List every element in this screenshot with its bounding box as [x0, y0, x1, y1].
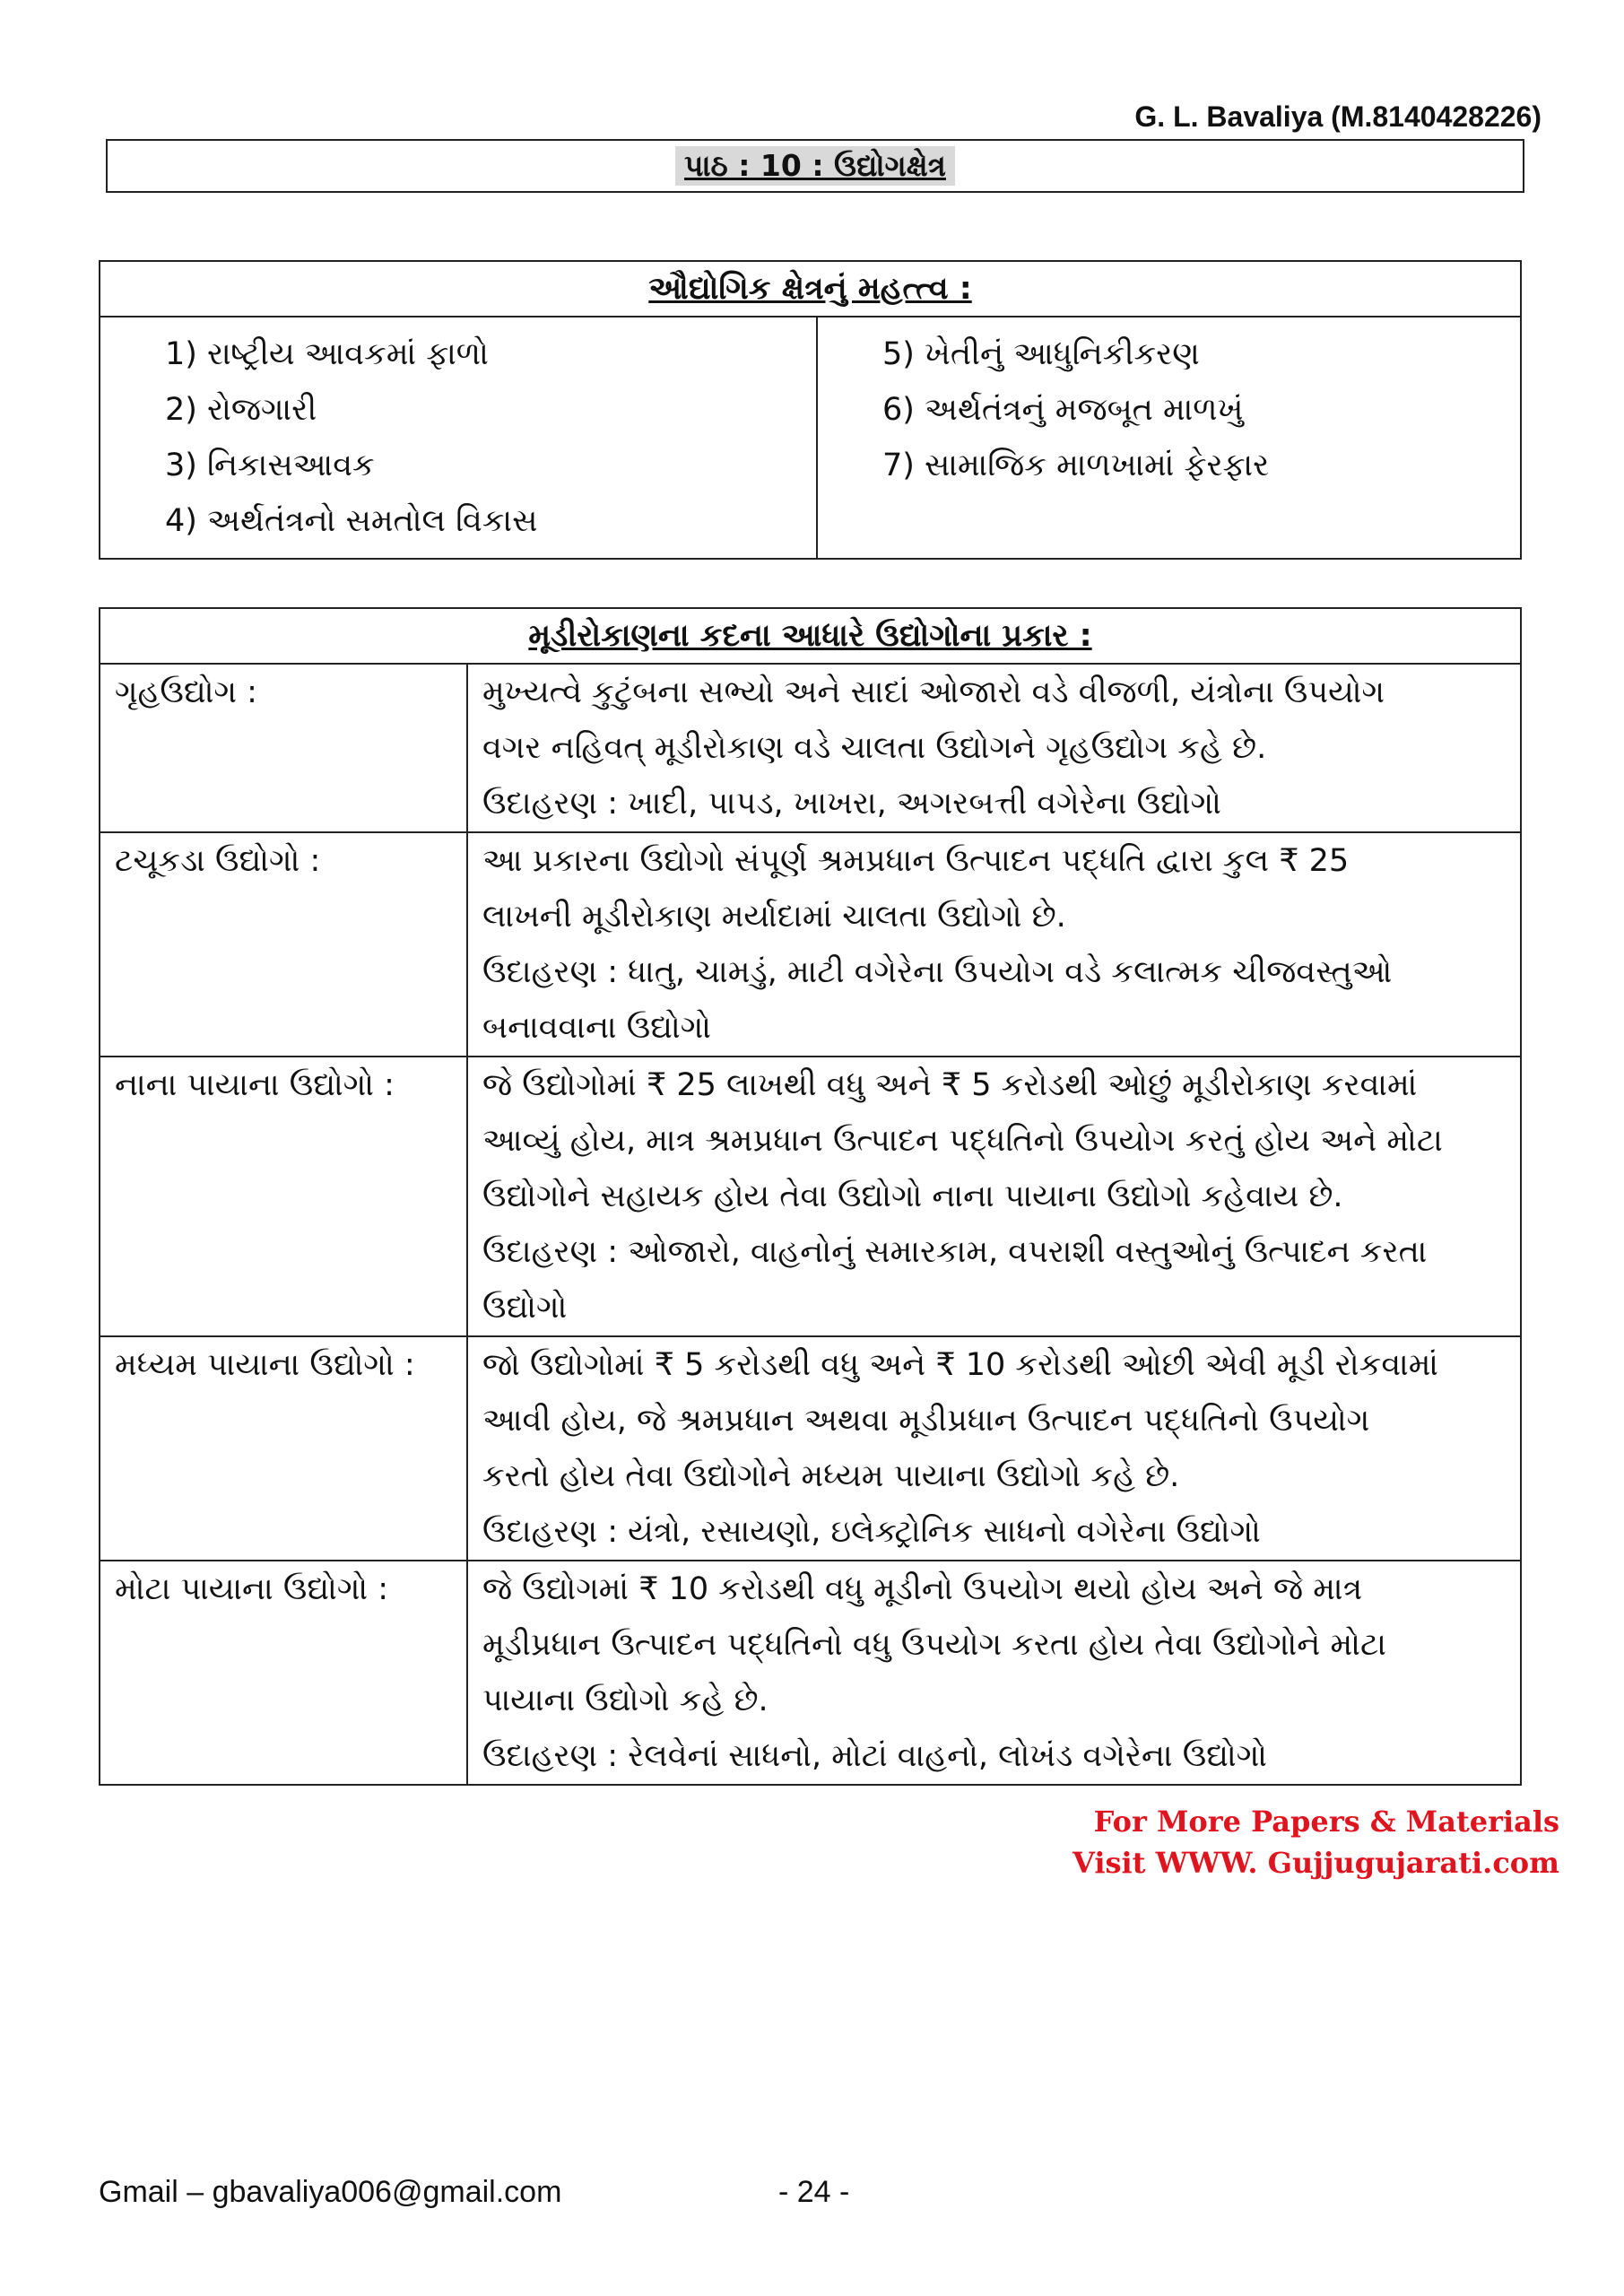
- importance-heading-cell: [100, 261, 1521, 317]
- description-line: જો ઉદ્યોગોમાં ₹ 5 કરોડથી વધુ અને ₹ 10 કરોડથી ઓછી એવી મૂડી રોકવામાં: [482, 1347, 1438, 1383]
- page-number: - 24 -: [778, 2175, 850, 2209]
- description-line: પાયાના ઉદ્યોગો કહે છે.: [482, 1683, 769, 1718]
- table-row: [100, 1336, 1521, 1561]
- description-line: ઉદાહરણ : ધાતુ, ચામડું, માટી વગેરેના ઉપયોગ વડે કલાત્મક ચીજવસ્તુઓ: [482, 954, 1393, 990]
- industry-type-label: મોટા પાયાના ઉદ્યોગો :: [100, 1561, 467, 1785]
- industry-type-label: મધ્યમ પાયાના ઉદ્યોગો :: [100, 1336, 467, 1561]
- industry-type-label: નાના પાયાના ઉદ્યોગો :: [100, 1057, 467, 1336]
- description-line: ઉદ્યોગો: [482, 1290, 568, 1326]
- industry-type-description: [467, 1336, 1521, 1561]
- promo-text: [1073, 1801, 1559, 1883]
- industry-types-heading-cell: [100, 608, 1521, 664]
- promo-line: For More Papers & Materials: [1093, 1805, 1559, 1839]
- promo-link[interactable]: Visit WWW. Gujjugujarati.com: [1073, 1846, 1559, 1880]
- table-row: [100, 1057, 1521, 1336]
- description-line: ઉદ્યોગોને સહાયક હોય તેવા ઉદ્યોગો નાના પાયાના ઉદ્યોગો કહેવાય છે.: [482, 1178, 1343, 1214]
- industry-type-label: ગૃહઉદ્યોગ :: [100, 664, 467, 832]
- importance-item: 4) અર્થતંત્રનો સમતોલ વિકાસ: [165, 503, 538, 539]
- industry-type-description: [467, 664, 1521, 832]
- industry-types-heading: મૂડીરોકાણના કદના આધારે ઉદ્યોગોના પ્રકાર :: [528, 618, 1092, 654]
- description-line: ઉદાહરણ : ખાદી, પાપડ, ખાખરા, અગરબત્તી વગેરેના ઉદ્યોગો: [482, 786, 1221, 822]
- description-line: આવ્યું હોય, માત્ર શ્રમપ્રધાન ઉત્પાદન પદ્ધતિનો ઉપયોગ કરતું હોય અને મોટા: [482, 1123, 1443, 1159]
- importance-table: [99, 260, 1522, 560]
- description-line: કરતો હોય તેવા ઉદ્યોગોને મધ્યમ પાયાના ઉદ્યોગો કહે છે.: [482, 1458, 1180, 1494]
- importance-heading: ઔદ્યોગિક ક્ષેત્રનું મહત્ત્વ :: [648, 271, 972, 307]
- description-line: આ પ્રકારના ઉદ્યોગો સંપૂર્ણ શ્રમપ્રધાન ઉત્પાદન પદ્ધતિ દ્વારા કુલ ₹ 25: [482, 843, 1350, 879]
- importance-item: 5) ખેતીનું આધુનિકીકરણ: [882, 336, 1200, 372]
- table-row: [100, 832, 1521, 1057]
- industry-type-description: [467, 1561, 1521, 1785]
- industry-types-table: [99, 607, 1522, 1786]
- description-line: ઉદાહરણ : ઓજારો, વાહનોનું સમારકામ, વપરાશી વસ્તુઓનું ઉત્પાદન કરતા: [482, 1234, 1428, 1270]
- importance-item: 7) સામાજિક માળખામાં ફેરફાર: [882, 448, 1270, 483]
- description-line: મુખ્યત્વે કુટુંબના સભ્યો અને સાદાં ઓજારો વડે વીજળી, યંત્રોના ઉપયોગ: [482, 674, 1385, 710]
- industry-type-label: ટચૂકડા ઉદ્યોગો :: [100, 832, 467, 1057]
- author-name: G. L. Bavaliya (M.8140428226): [1134, 100, 1541, 133]
- description-line: ઉદાહરણ : રેલવેનાં સાધનો, મોટાં વાહનો, લોખંડ વગેરેના ઉદ્યોગો: [482, 1738, 1268, 1774]
- footer-email: Gmail – gbavaliya006@gmail.com: [99, 2175, 562, 2209]
- importance-right-column: [817, 317, 1521, 559]
- importance-item: 3) નિકાસઆવક: [165, 448, 375, 483]
- chapter-title: પાઠ : 10 : ઉદ્યોગક્ષેત્ર: [675, 146, 955, 186]
- importance-item: 6) અર્થતંત્રનું મજબૂત માળખું: [882, 392, 1244, 428]
- table-row: [100, 1561, 1521, 1785]
- description-line: ઉદાહરણ : યંત્રો, રસાયણો, ઇલેક્ટ્રોનિક સાધનો વગેરેના ઉદ્યોગો: [482, 1514, 1261, 1550]
- description-line: બનાવવાના ઉદ્યોગો: [482, 1010, 712, 1046]
- industry-type-description: [467, 1057, 1521, 1336]
- chapter-title-box: [106, 139, 1524, 193]
- importance-item: 2) રોજગારી: [165, 392, 317, 428]
- importance-item: 1) રાષ્ટ્રીય આવકમાં ફાળો: [165, 336, 489, 372]
- description-line: મૂડીપ્રધાન ઉત્પાદન પદ્ધતિનો વધુ ઉપયોગ કરતા હોય તેવા ઉદ્યોગોને મોટા: [482, 1627, 1386, 1663]
- description-line: વગર નહિવત્ મૂડીરોકાણ વડે ચાલતા ઉદ્યોગને ગૃહઉદ્યોગ કહે છે.: [482, 730, 1267, 766]
- description-line: જે ઉદ્યોગોમાં ₹ 25 લાખથી વધુ અને ₹ 5 કરોડથી ઓછું મૂડીરોકાણ કરવામાં: [482, 1067, 1418, 1103]
- description-line: જે ઉદ્યોગમાં ₹ 10 કરોડથી વધુ મૂડીનો ઉપયોગ થયો હોય અને જે માત્ર: [482, 1571, 1363, 1607]
- industry-type-description: [467, 832, 1521, 1057]
- description-line: લાખની મૂડીરોકાણ મર્યાદામાં ચાલતા ઉદ્યોગો છે.: [482, 899, 1066, 935]
- description-line: આવી હોય, જે શ્રમપ્રધાન અથવા મૂડીપ્રધાન ઉત્પાદન પદ્ધતિનો ઉપયોગ: [482, 1403, 1370, 1439]
- table-row: [100, 664, 1521, 832]
- importance-left-column: [100, 317, 817, 559]
